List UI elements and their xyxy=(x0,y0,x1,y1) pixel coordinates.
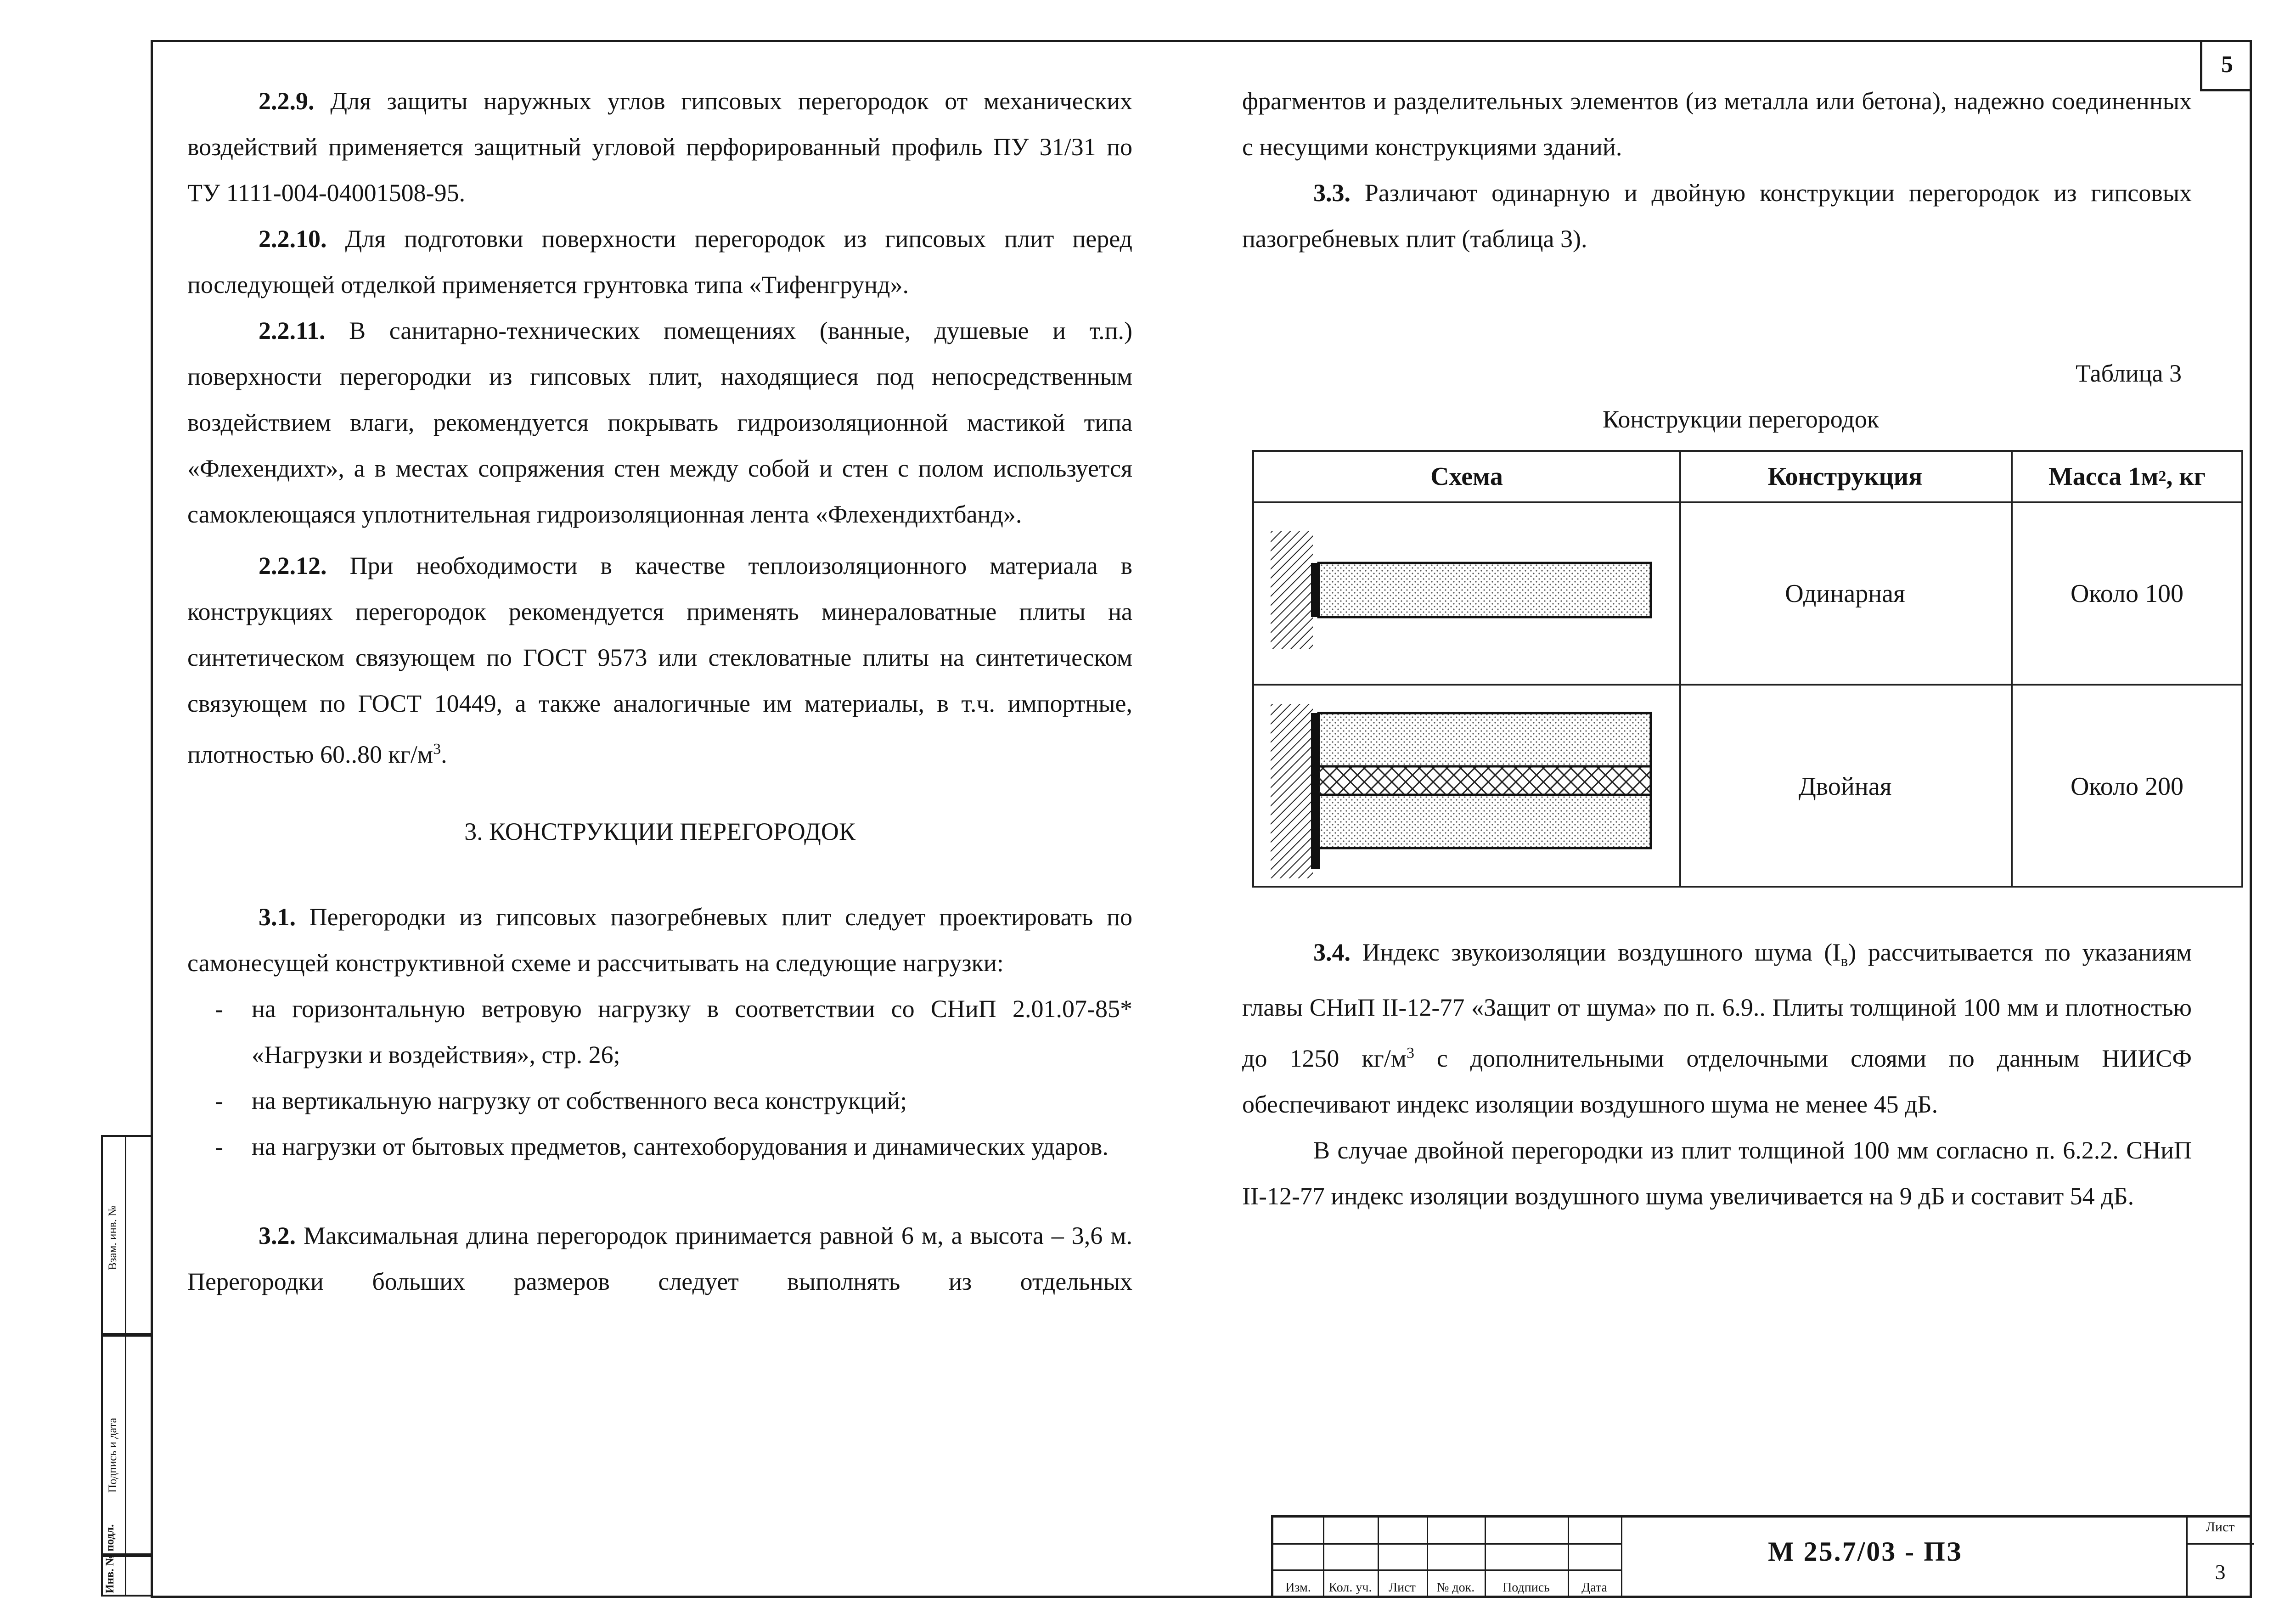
stamp-divider xyxy=(1621,1518,1622,1597)
label-kol-uch: Кол. уч. xyxy=(1328,1580,1372,1595)
clause-number: 2.2.12. xyxy=(259,552,327,579)
bullet-dash: - xyxy=(215,1133,223,1160)
bullet-item xyxy=(187,1078,1132,1124)
paragraph-2-2-10 xyxy=(187,216,1132,308)
clause-number: 3.3. xyxy=(1313,179,1351,207)
bullet-dash: - xyxy=(215,1087,223,1114)
paragraph-text: Перегородки из гипсовых пазогребневых плит следует проектировать по самонесущей конструктивной схеме и рассчитывать на следующие нагрузки: xyxy=(187,903,1132,977)
sheet-value: 3 xyxy=(2215,1560,2226,1584)
side-divider xyxy=(125,1337,126,1553)
label-date: Дата xyxy=(1581,1580,1607,1595)
paragraph-3-2 xyxy=(187,1213,1132,1304)
gypsum-plate-inner xyxy=(1318,795,1651,848)
wall-hatch xyxy=(1271,704,1313,878)
paragraph-3-2-continued: фрагментов и разделительных элементов (из металла или бетона), надежно соединенных с несущими конструкциями зданий. xyxy=(1242,87,2192,161)
side-label-replace: Взам. инв. № xyxy=(107,1205,119,1270)
paragraph-2-2-9 xyxy=(187,78,1132,216)
side-label-signature: Подпись и дата xyxy=(107,1417,119,1493)
gypsum-plate-outer xyxy=(1318,713,1651,766)
header-mass-text: Масса 1м xyxy=(2048,462,2159,491)
paragraph-text: Для защиты наружных углов гипсовых перегородок от механических воздействий применяется защитный угловой перфорированный профиль ПУ 31/31 по ТУ 1111-004-04001508-95. xyxy=(187,87,1132,207)
side-stamp-replace xyxy=(101,1135,151,1335)
bullet-text: на нагрузки от бытовых предметов, сантехоборудования и динамических ударов. xyxy=(252,1133,1109,1160)
clause-number: 3.1. xyxy=(259,903,296,931)
bullet-text: на горизонтальную ветровую нагрузку в соответствии со СНиП 2.01.07-85* «Нагрузки и воздействия», стр. 26; xyxy=(252,995,1132,1068)
paragraph-text: Максимальная длина перегородок принимается равной 6 м, а высота – 3,6 м. Перегородки больших размеров следует выполнять из отдельных xyxy=(187,1222,1132,1295)
paragraph-text: При необходимости в качестве теплоизоляционного материала в конструкциях перегородок рекомендуется применять минераловатные плиты на синтетическом связующем по ГОСТ 9573 или стекловатные плиты на синтетическом связующем по ГОСТ 10449, а также аналогичные им материалы, в т.ч. импортные, плотностью 60..80 кг/м xyxy=(187,552,1132,768)
label-doc-no: № док. xyxy=(1436,1580,1475,1595)
paragraph-text: Индекс звукоизоляции воздушного шума (I xyxy=(1351,939,1841,966)
title-block xyxy=(1271,1515,2252,1597)
side-divider xyxy=(125,1137,126,1333)
subscript: в xyxy=(1840,952,1848,970)
header-construction: Конструкция xyxy=(1767,462,1923,491)
side-divider xyxy=(125,1557,126,1595)
paragraph-2-2-11 xyxy=(187,308,1132,537)
paragraph-text: Для подготовки поверхности перегородок из гипсовых плит перед последующей отделкой применяется грунтовка типа «Тифенгрунд». xyxy=(187,225,1132,298)
label-list: Лист xyxy=(1389,1580,1416,1595)
bullet-item xyxy=(187,1124,1132,1169)
header-mass xyxy=(2011,452,2243,501)
clause-number: 2.2.9. xyxy=(259,87,315,115)
double-partition-scheme xyxy=(1254,686,1677,888)
clause-number: 2.2.10. xyxy=(259,225,327,253)
paragraph-3-3 xyxy=(1242,170,2192,262)
section-heading: 3. КОНСТРУКЦИИ ПЕРЕГОРОДОК xyxy=(464,818,855,845)
cell-construction-double: Двойная xyxy=(1798,772,1892,801)
sheet-label: Лист xyxy=(2206,1519,2235,1535)
bullet-text: на вертикальную нагрузку от собственного веса конструкций; xyxy=(252,1087,907,1114)
label-izm: Изм. xyxy=(1285,1580,1311,1595)
paragraph-text: с дополнительными отделочными слоями по данным НИИСФ обеспечивают индекс изоляции воздушного шума не менее 45 дБ. xyxy=(1242,1044,2192,1118)
superscript: 3 xyxy=(1406,1044,1414,1062)
right-column xyxy=(1242,78,2192,262)
clause-number: 3.4. xyxy=(1313,939,1351,966)
bullet-dash: - xyxy=(215,995,223,1023)
cell-mass-double: Около 200 xyxy=(2070,772,2183,801)
clause-number: 3.2. xyxy=(259,1222,296,1249)
insulation-layer xyxy=(1318,766,1651,795)
side-label-inv: Инв. № подл. xyxy=(104,1524,116,1593)
cell-mass-single: Около 100 xyxy=(2070,579,2183,608)
paragraph-text: ) рассчитывается по указаниям главы СНиП II-12-77 «Защит от шума» по п. 6.9.. Плиты толщиной 100 мм и плотностью до 1250 кг/м xyxy=(1242,939,2192,1072)
table-label: Таблица 3 xyxy=(2076,360,2182,387)
left-column xyxy=(187,78,1132,1304)
label-signature: Подпись xyxy=(1503,1580,1550,1595)
cell-construction-single: Одинарная xyxy=(1785,579,1905,608)
right-column-lower xyxy=(1242,929,2192,1219)
header-mass-unit: , кг xyxy=(2166,462,2206,491)
single-partition-scheme xyxy=(1254,503,1677,682)
stamp-divider xyxy=(2186,1543,2254,1545)
stamp-divider xyxy=(1273,1543,1621,1545)
paragraph-text: В санитарно-технических помещениях (ванные, душевые и т.п.) поверхности перегородки из гипсовых плит, находящиеся под непосредственным воздействием влаги, рекомендуется покрывать гидроизоляционной мастикой типа «Флехендихт», а в местах сопряжения стен между собой и стен с полом используется самоклеющаяся уплотнительная гидроизоляционная лента «Флехендихтбанд». xyxy=(187,317,1132,528)
paragraph-3-5: В случае двойной перегородки из плит толщиной 100 мм согласно п. 6.2.2. СНиП II-12-77 индекс изоляции воздушного шума увеличивается на 9 дБ и составит 54 дБ. xyxy=(1242,1136,2192,1210)
paragraph-text: Различают одинарную и двойную конструкции перегородок из гипсовых пазогребневых плит (таблица 3). xyxy=(1242,179,2192,253)
paragraph-3-4 xyxy=(1242,929,2192,1127)
bullet-item xyxy=(187,986,1132,1078)
clause-number: 2.2.11. xyxy=(259,317,326,344)
paragraph-2-2-12 xyxy=(187,543,1132,777)
header-scheme: Схема xyxy=(1430,462,1503,491)
table-title: Конструкции перегородок xyxy=(1603,405,1879,433)
paragraph-text-end: . xyxy=(441,741,447,768)
document-code: М 25.7/03 - ПЗ xyxy=(1768,1536,1963,1567)
sheet-number-top: 5 xyxy=(2200,40,2252,91)
superscript: 3 xyxy=(433,741,441,758)
wall-hatch xyxy=(1271,531,1313,649)
side-stamp-signature xyxy=(101,1335,151,1555)
gypsum-plate xyxy=(1318,563,1651,617)
stamp-divider xyxy=(1273,1569,1621,1571)
paragraph-3-1 xyxy=(187,894,1132,986)
constructions-table xyxy=(1252,450,2243,888)
superscript: 2 xyxy=(2158,468,2167,485)
